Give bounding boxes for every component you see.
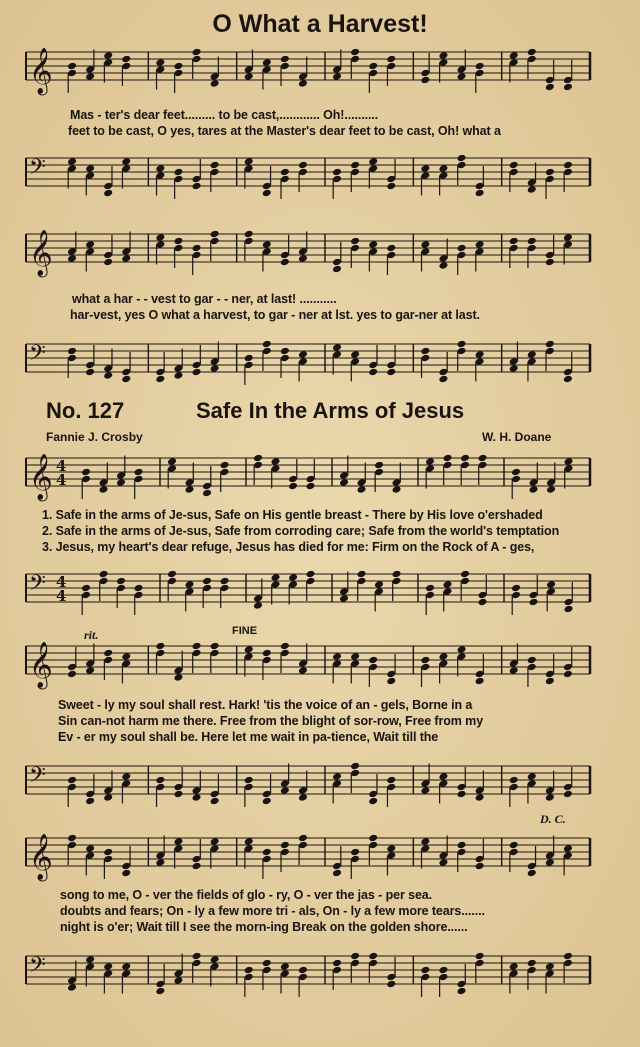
note-icon [67, 62, 77, 93]
note-icon [332, 652, 342, 683]
treble-clef-icon: 𝄞 [29, 48, 53, 94]
note-icon [368, 952, 378, 983]
note-icon [103, 848, 113, 879]
note-icon [457, 964, 467, 995]
note-icon [121, 962, 131, 993]
note-icon [563, 647, 573, 678]
note-icon [438, 772, 448, 803]
note-icon [192, 771, 202, 802]
note-icon [545, 340, 555, 371]
note-icon [425, 584, 435, 615]
note-icon [475, 166, 485, 197]
verse-2-line: doubts and fears; On - ly a few more tri - als, On - ly a few more tears....... [60, 904, 485, 918]
note-icon [545, 836, 555, 867]
note-icon [420, 53, 430, 84]
note-icon [546, 463, 556, 494]
note-icon [280, 962, 290, 993]
note-icon [280, 235, 290, 266]
note-icon [457, 645, 467, 676]
note-icon [185, 463, 195, 494]
note-icon [332, 242, 342, 273]
note-icon [457, 154, 467, 185]
treble-clef-icon: 𝄞 [29, 642, 53, 688]
hymn-title: Safe In the Arms of Jesus [196, 398, 465, 423]
note-icon [374, 461, 384, 492]
note-icon [475, 62, 485, 93]
note-icon [475, 654, 485, 685]
note-icon [121, 157, 131, 188]
note-icon [103, 771, 113, 802]
note-icon [457, 244, 467, 275]
note-icon [155, 776, 165, 807]
note-icon [460, 454, 470, 485]
note-icon [438, 352, 448, 383]
staff-system-b-bass [0, 334, 640, 394]
note-icon [350, 161, 360, 192]
verse-1-line: 1. Safe in the arms of Je-sus, Safe on His gentle breast - There by His love o'ershaded [42, 508, 543, 522]
note-icon [192, 48, 202, 79]
note-icon [368, 240, 378, 271]
note-icon [210, 230, 220, 261]
time-signature-digit: 4 [56, 471, 67, 489]
bass-clef-icon: 𝄢 [29, 763, 46, 793]
note-icon [262, 166, 272, 197]
note-icon [210, 837, 220, 868]
note-icon [262, 848, 272, 879]
note-icon [262, 774, 272, 805]
note-icon [332, 846, 342, 877]
note-icon [244, 230, 254, 261]
note-icon [368, 62, 378, 93]
note-icon [173, 837, 183, 868]
hymn-title-top: O What a Harvest! [212, 10, 428, 38]
note-icon [280, 841, 290, 872]
note-icon [457, 50, 467, 81]
note-icon [475, 350, 485, 381]
note-icon [368, 345, 378, 376]
note-icon [368, 834, 378, 865]
note-icon [392, 463, 402, 494]
note-icon [306, 570, 316, 601]
note-icon [210, 955, 220, 986]
note-icon [116, 577, 126, 608]
note-icon [475, 952, 485, 983]
note-icon [173, 349, 183, 380]
note-icon [220, 461, 230, 492]
note-icon [121, 652, 131, 683]
hymn-number: No. 127 [46, 398, 125, 423]
note-icon [443, 454, 453, 485]
note-icon [210, 57, 220, 88]
note-icon [386, 55, 396, 86]
note-icon [253, 454, 263, 485]
note-icon [527, 846, 537, 877]
note-icon [173, 767, 183, 798]
time-signature-digit: 4 [56, 457, 67, 475]
note-icon [332, 343, 342, 374]
note-icon [509, 51, 519, 82]
fine-mark: FINE [232, 625, 258, 637]
note-icon [420, 837, 430, 868]
note-icon [167, 457, 177, 488]
note-icon [85, 844, 95, 875]
note-icon [527, 959, 537, 990]
lyric-line: what a har - - vest to gar - - ner, at last! ........... [72, 292, 337, 306]
note-icon [103, 962, 113, 993]
note-icon [306, 459, 316, 490]
note-icon [563, 767, 573, 798]
note-icon [298, 161, 308, 192]
verse-3-line: 3. Jesus, my heart's dear refuge, Jesus has died for me: Firm on the Rock of A - ges, [42, 540, 535, 554]
note-icon [420, 764, 430, 795]
note-icon [368, 656, 378, 687]
note-icon [298, 350, 308, 381]
note-icon [332, 772, 342, 803]
note-icon [155, 58, 165, 89]
note-icon [253, 579, 263, 610]
note-icon [350, 48, 360, 79]
note-icon [244, 837, 254, 868]
note-icon [527, 656, 537, 687]
note-icon [511, 468, 521, 499]
note-icon [210, 161, 220, 192]
note-icon [271, 457, 281, 488]
note-icon [545, 235, 555, 266]
bass-clef-icon: 𝄢 [29, 155, 46, 185]
note-icon [210, 642, 220, 673]
note-icon [478, 454, 488, 485]
note-icon [210, 774, 220, 805]
time-signature-digit: 4 [56, 587, 67, 605]
note-icon [527, 48, 537, 79]
note-icon [386, 345, 396, 376]
note-icon [262, 649, 272, 680]
note-icon [103, 51, 113, 82]
note-icon [546, 580, 556, 611]
note-icon [527, 237, 537, 268]
note-icon [202, 466, 212, 497]
note-icon [85, 164, 95, 195]
note-icon [121, 846, 131, 877]
note-icon [103, 235, 113, 266]
note-icon [529, 575, 539, 606]
note-icon [280, 642, 290, 673]
note-icon [244, 776, 254, 807]
note-icon [457, 340, 467, 371]
staff-system-e-treble [0, 828, 640, 888]
staff-system-c-treble [0, 448, 640, 508]
note-icon [509, 962, 519, 993]
note-icon [475, 771, 485, 802]
note-icon [192, 642, 202, 673]
note-icon [271, 573, 281, 604]
note-icon [420, 966, 430, 997]
note-icon [288, 459, 298, 490]
note-icon [563, 952, 573, 983]
note-icon [425, 457, 435, 488]
note-icon [350, 762, 360, 793]
verse-2-line: 2. Safe in the arms of Je-sus, Safe from corroding care; Safe from the world's temptation [42, 524, 560, 538]
note-icon [478, 575, 488, 606]
note-icon [460, 570, 470, 601]
note-icon [288, 573, 298, 604]
note-icon [443, 580, 453, 611]
note-icon [85, 240, 95, 271]
note-icon [339, 572, 349, 603]
note-icon [155, 836, 165, 867]
note-icon [438, 836, 448, 867]
note-icon [527, 350, 537, 381]
note-icon [155, 352, 165, 383]
note-icon [155, 642, 165, 673]
note-icon [167, 570, 177, 601]
treble-clef-icon: 𝄞 [29, 230, 53, 276]
note-icon [563, 233, 573, 264]
note-icon [545, 654, 555, 685]
staff-system-e-bass [0, 946, 640, 1006]
note-icon [134, 468, 144, 499]
note-icon [244, 354, 254, 385]
note-icon [386, 957, 396, 988]
note-icon [280, 347, 290, 378]
da-capo-mark: D. C. [540, 812, 566, 826]
note-icon [545, 962, 555, 993]
note-icon [155, 164, 165, 195]
note-icon [386, 844, 396, 875]
note-icon [563, 352, 573, 383]
note-icon [350, 952, 360, 983]
note-icon [438, 652, 448, 683]
note-icon [339, 456, 349, 487]
note-icon [262, 959, 272, 990]
treble-clef-icon: 𝄞 [29, 454, 53, 500]
note-icon [121, 55, 131, 86]
note-icon [67, 347, 77, 378]
note-icon [134, 584, 144, 615]
note-icon [386, 654, 396, 685]
note-icon [545, 168, 555, 199]
note-icon [509, 841, 519, 872]
staff-system-a-bass [0, 148, 640, 208]
note-icon [85, 644, 95, 675]
note-icon [527, 772, 537, 803]
note-icon [545, 771, 555, 802]
ritardando-mark: rit. [84, 628, 99, 642]
note-icon [332, 168, 342, 199]
note-icon [103, 166, 113, 197]
note-icon [564, 582, 574, 613]
note-icon [350, 237, 360, 268]
note-icon [386, 159, 396, 190]
note-icon [368, 774, 378, 805]
note-icon [564, 457, 574, 488]
note-icon [173, 237, 183, 268]
note-icon [298, 834, 308, 865]
note-icon [527, 163, 537, 194]
note-icon [420, 347, 430, 378]
note-icon [173, 62, 183, 93]
note-icon [244, 157, 254, 188]
note-icon [438, 966, 448, 997]
lyricist-credit: Fannie J. Crosby [46, 430, 143, 444]
lyric-line: feet to be cast, O yes, tares at the Master's dear feet to be cast, Oh! what a [68, 124, 501, 138]
note-icon [81, 584, 91, 615]
staff-system-b-treble [0, 224, 640, 284]
note-icon [244, 966, 254, 997]
staff-system-d-bass [0, 756, 640, 816]
note-icon [67, 647, 77, 678]
note-icon [280, 764, 290, 795]
note-icon [202, 577, 212, 608]
note-icon [220, 577, 230, 608]
note-icon [420, 656, 430, 687]
note-icon [350, 848, 360, 879]
note-icon [280, 55, 290, 86]
note-icon [67, 232, 77, 263]
note-icon [116, 456, 126, 487]
note-icon [192, 839, 202, 870]
note-icon [192, 952, 202, 983]
note-icon [280, 168, 290, 199]
staff-system-a-treble [0, 42, 640, 102]
note-icon [85, 50, 95, 81]
note-icon [386, 776, 396, 807]
verse-1-line: song to me, O - ver the fields of glo - ry, O - ver the jas - per sea. [60, 888, 433, 902]
note-icon [103, 349, 113, 380]
note-icon [103, 649, 113, 680]
note-icon [563, 60, 573, 91]
time-signature-digit: 4 [56, 573, 67, 591]
note-icon [155, 964, 165, 995]
note-icon [121, 232, 131, 263]
note-icon [392, 570, 402, 601]
treble-clef-icon: 𝄞 [29, 834, 53, 880]
note-icon [192, 244, 202, 275]
note-icon [99, 463, 109, 494]
note-icon [357, 463, 367, 494]
composer-credit: W. H. Doane [482, 430, 552, 444]
note-icon [192, 345, 202, 376]
verse-3-line: Ev - er my soul shall be. Here let me wait in pa-tience, Wait till the [58, 730, 439, 744]
note-icon [173, 954, 183, 985]
staff-system-c-bass [0, 564, 640, 624]
note-icon [475, 839, 485, 870]
note-icon [563, 844, 573, 875]
verse-2-line: Sin can-not harm me there. Free from the blight of sor-row, Free from my [58, 714, 484, 728]
note-icon [509, 237, 519, 268]
note-icon [210, 342, 220, 373]
note-icon [509, 776, 519, 807]
note-icon [192, 159, 202, 190]
note-icon [368, 157, 378, 188]
note-icon [185, 580, 195, 611]
lyric-line: har-vest, yes O what a harvest, to gar - ner at lst. yes to gar-ner at last. [70, 308, 480, 322]
note-icon [67, 834, 77, 865]
note-icon [475, 240, 485, 271]
note-icon [67, 961, 77, 992]
note-icon [85, 774, 95, 805]
bass-clef-icon: 𝄢 [29, 953, 46, 983]
note-icon [173, 651, 183, 682]
note-icon [438, 164, 448, 195]
note-icon [262, 58, 272, 89]
note-icon [529, 463, 539, 494]
note-icon [81, 468, 91, 499]
note-icon [298, 57, 308, 88]
note-icon [438, 239, 448, 270]
note-icon [374, 580, 384, 611]
note-icon [509, 644, 519, 675]
note-icon [332, 50, 342, 81]
note-icon [67, 157, 77, 188]
note-icon [298, 966, 308, 997]
note-icon [509, 161, 519, 192]
note-icon [262, 340, 272, 371]
note-icon [121, 772, 131, 803]
note-icon [298, 232, 308, 263]
note-icon [457, 767, 467, 798]
bass-clef-icon: 𝄢 [29, 341, 46, 371]
note-icon [99, 570, 109, 601]
note-icon [511, 584, 521, 615]
note-icon [298, 644, 308, 675]
note-icon [457, 841, 467, 872]
bass-clef-icon: 𝄢 [29, 571, 46, 601]
note-icon [350, 350, 360, 381]
note-icon [563, 161, 573, 192]
note-icon [350, 652, 360, 683]
note-icon [509, 342, 519, 373]
note-icon [357, 570, 367, 601]
note-icon [386, 244, 396, 275]
note-icon [85, 955, 95, 986]
note-icon [155, 233, 165, 264]
note-icon [332, 959, 342, 990]
note-icon [85, 345, 95, 376]
note-icon [67, 776, 77, 807]
note-icon [262, 240, 272, 271]
lyric-line: Mas - ter's dear feet......... to be cast,............ Oh!.......... [70, 108, 379, 122]
verse-3-line: night is o'er; Wait till I see the morn-ing Break on the golden shore...... [60, 920, 468, 934]
note-icon [173, 168, 183, 199]
note-icon [244, 645, 254, 676]
note-icon [420, 164, 430, 195]
note-icon [545, 60, 555, 91]
staff-system-d-treble [0, 636, 640, 696]
note-icon [438, 51, 448, 82]
note-icon [420, 240, 430, 271]
note-icon [298, 771, 308, 802]
verse-1-line: Sweet - ly my soul shall rest. Hark! 'tis the voice of an - gels, Borne in a [58, 698, 473, 712]
note-icon [121, 352, 131, 383]
note-icon [244, 50, 254, 81]
